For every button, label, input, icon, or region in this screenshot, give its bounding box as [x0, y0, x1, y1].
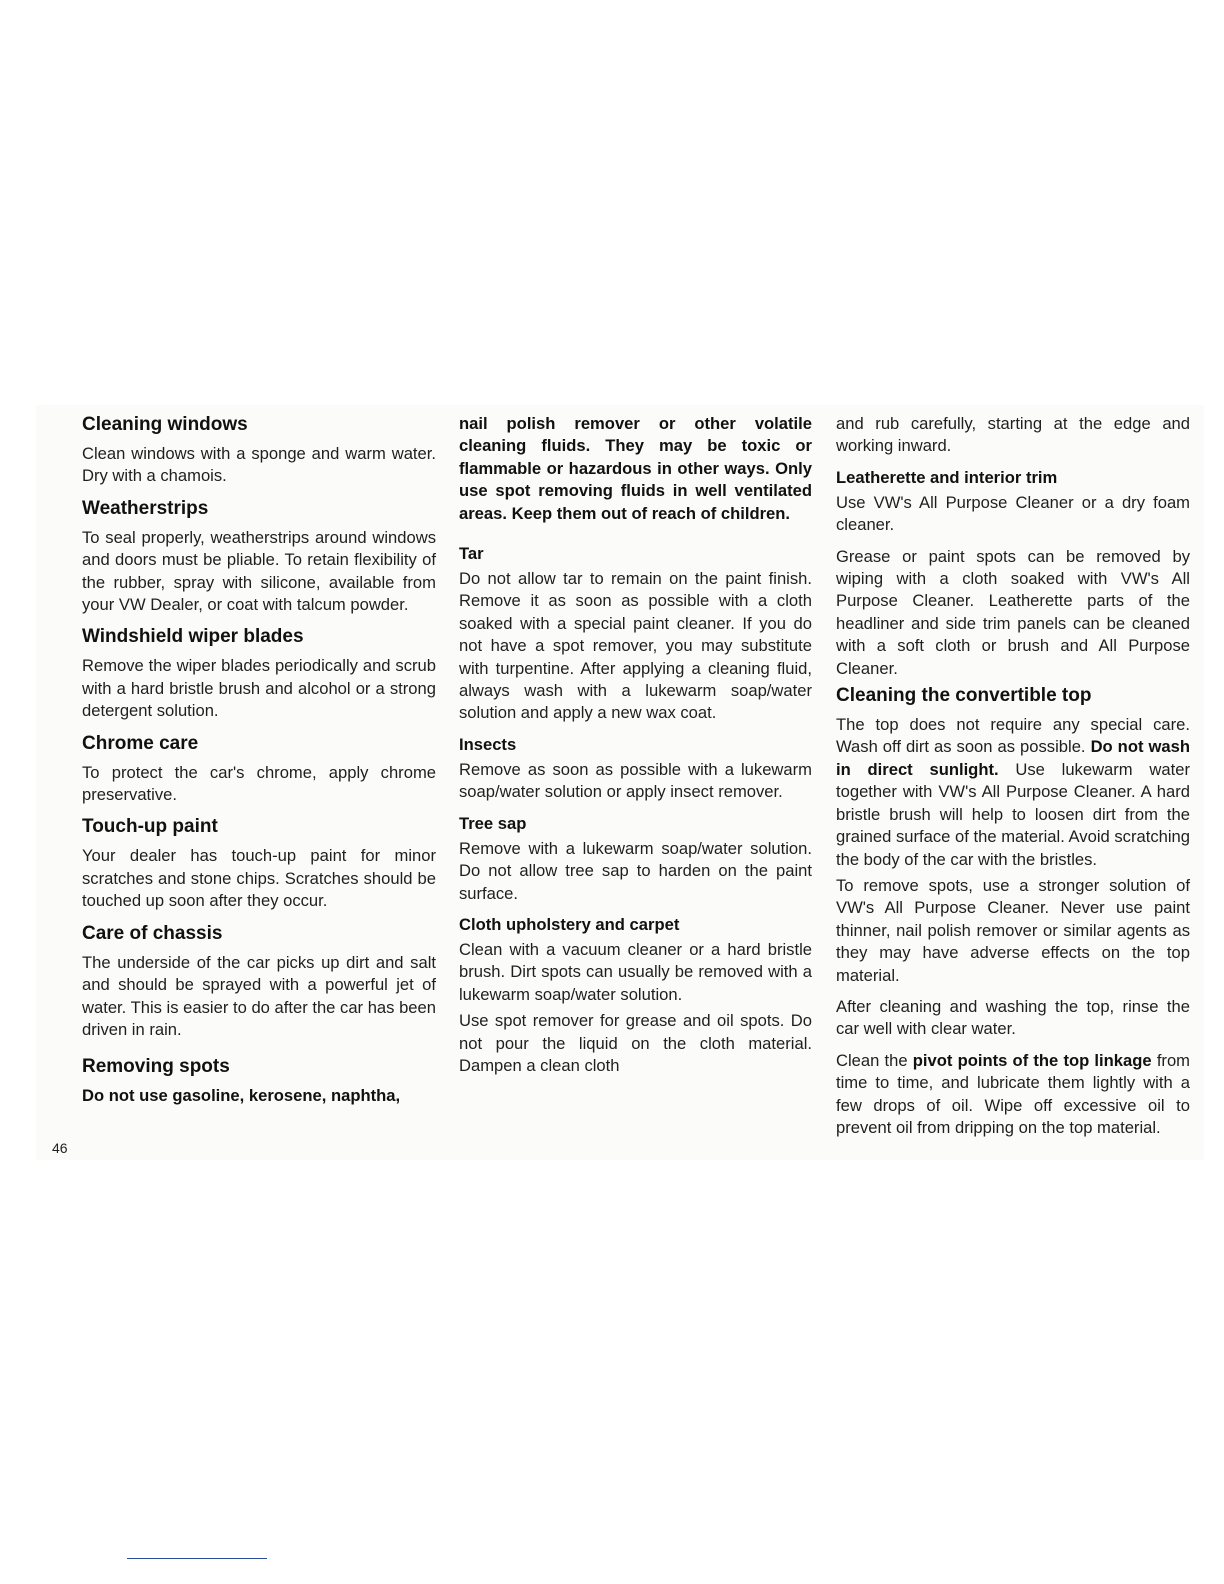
text-care-of-chassis: The underside of the car picks up dirt and salt and should be sprayed with a powerful jet of water. This is easier to do after the car has been driven in rain.: [82, 952, 436, 1039]
warning-volatile-fluids: nail polish remover or other volatile cleaning fluids. They may be toxic or flammable or hazardous in other ways. Only use spot removing fluids in well ventilated areas. Keep them out of reach of children.: [459, 414, 812, 523]
text-leatherette-2: Grease or paint spots can be removed by wiping with a cloth soaked with VW's All Purpose Cleaner. Leatherette parts of the headliner and side trim panels can be cleaned with a soft cloth or brush and All Purpose Cleaner.: [836, 546, 1190, 678]
text-convertible-4: [836, 1050, 1190, 1140]
heading-tree-sap: Tree sap: [459, 813, 527, 833]
footer-rule: [127, 1558, 267, 1559]
text-cleaning-windows: Clean windows with a sponge and warm water. Dry with a chamois.: [82, 444, 436, 486]
text-wiper-blades: Remove the wiper blades periodically and scrub with a hard bristle brush and alcohol or a strong detergent solution.: [82, 656, 436, 721]
text-cloth-upholstery-1: Clean with a vacuum cleaner or a hard bristle brush. Dirt spots can usually be removed with a lukewarm soap/water solution.: [459, 939, 812, 1004]
column-right: [836, 413, 1190, 1148]
text-convertible-1: [836, 714, 1190, 871]
heading-chrome-care: Chrome care: [82, 732, 199, 754]
heading-insects: Insects: [459, 734, 517, 754]
text-direct-sunlight-warning: Do not wash in direct sunlight.: [836, 737, 1190, 779]
text-insects: Remove as soon as possible with a lukewarm soap/water solution or apply insect remover.: [459, 759, 812, 802]
heading-leatherette: Leatherette and interior trim: [836, 467, 1058, 487]
heading-cleaning-windows: Cleaning windows: [82, 414, 248, 435]
text-convertible-1b: Use lukewarm water together with VW's All Purpose Cleaner. A hard bristle brush will help to loosen dirt from the grained surface of the material. Avoid scratching the body of the car with the bristles.: [836, 759, 1190, 869]
heading-touch-up-paint: Touch-up paint: [82, 816, 218, 838]
heading-wiper-blades: Windshield wiper blades: [82, 626, 304, 648]
text-convertible-1a: The top does not require any special care. Wash off dirt as soon as possible.: [836, 715, 1190, 757]
text-leatherette-1: Use VW's All Purpose Cleaner or a dry foam cleaner.: [836, 492, 1190, 535]
text-pivot-points: pivot points of the top linkage: [912, 1050, 1152, 1070]
page-number: 46: [52, 1140, 68, 1156]
text-tar: Do not allow tar to remain on the paint finish. Remove it as soon as possible with a cloth soaked with a special paint cleaner. If you do not have a spot remover, you may substitute with turpentine. After applying a cleaning fluid, always wash with a lukewarm soap/water solution and apply a new wax coat.: [459, 569, 812, 723]
heading-removing-spots: Removing spots: [82, 1056, 230, 1078]
text-convertible-2: To remove spots, use a stronger solution of VW's All Purpose Cleaner. Never use paint thinner, nail polish remover or similar agents as they may have adverse effects on the top material.: [836, 875, 1190, 985]
text-weatherstrips: To seal properly, weatherstrips around windows and doors must be pliable. To retain flexibility of the rubber, spray with silicone, available from your VW Dealer, or coat with talcum powder.: [82, 527, 436, 615]
text-chrome-care: To protect the car's chrome, apply chrome preservative.: [82, 762, 436, 805]
text-convertible-4a: Clean the: [836, 1050, 908, 1070]
text-convertible-4b: from time to time, and lubricate them lightly with a few drops of oil. Wipe off excessive oil to prevent oil from dripping on the top material.: [836, 1050, 1190, 1137]
heading-cloth-upholstery: Cloth upholstery and carpet: [459, 914, 680, 934]
heading-tar: Tar: [459, 544, 484, 564]
text-tree-sap: Remove with a lukewarm soap/water solution. Do not allow tree sap to harden on the paint surface.: [459, 838, 812, 903]
text-touch-up-paint: Your dealer has touch-up paint for minor scratches and stone chips. Scratches should be touched up soon after they occur.: [82, 846, 436, 911]
text-convertible-3: After cleaning and washing the top, rinse the car well with clear water.: [836, 996, 1190, 1039]
column-middle: [459, 413, 812, 1086]
text-rub-carefully: and rub carefully, starting at the edge and working inward.: [836, 414, 1190, 456]
text-cloth-upholstery-2: Use spot remover for grease and oil spots. Do not pour the liquid on the cloth material. Dampen a clean cloth: [459, 1011, 812, 1075]
warning-removing-spots: Do not use gasoline, kerosene, naphtha,: [82, 1086, 401, 1106]
heading-convertible-top: Cleaning the convertible top: [836, 685, 1092, 707]
column-left: [82, 413, 436, 1108]
heading-weatherstrips: Weatherstrips: [82, 497, 209, 519]
heading-care-of-chassis: Care of chassis: [82, 922, 223, 944]
